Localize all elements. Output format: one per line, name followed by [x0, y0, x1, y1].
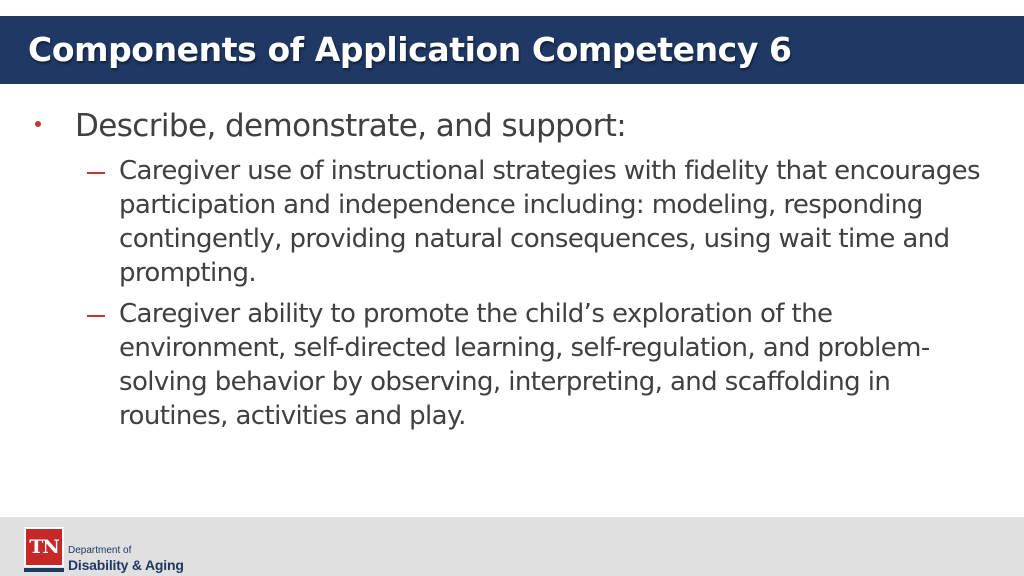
footer-bar [0, 517, 1024, 576]
title-bar [0, 16, 1024, 84]
sub-bullet-text: Caregiver use of instructional strategies with fidelity that encourages participation and independence including: modeling, responding contingently, providing natural consequences, using wait time and prompting. [119, 156, 980, 288]
dash-bullet-icon [87, 315, 105, 317]
department-logo [24, 527, 204, 575]
logo-stripe [24, 568, 64, 572]
slide-title: Components of Application Competency 6 [28, 30, 792, 69]
slide-content [0, 104, 1024, 504]
department-label: Department of [68, 545, 132, 556]
bullet-text: Describe, demonstrate, and support: [75, 108, 627, 144]
department-name: Disability & Aging [68, 557, 184, 573]
bullet-dot-icon [35, 121, 41, 127]
tn-logo-icon: TN [24, 527, 64, 567]
dash-bullet-icon [87, 172, 105, 174]
sub-bullet-text: Caregiver ability to promote the child’s exploration of the environment, self-directed learning, self-regulation, and problem-solving behavior by observing, interpreting, and scaffolding in routines, activities and play. [119, 299, 930, 431]
